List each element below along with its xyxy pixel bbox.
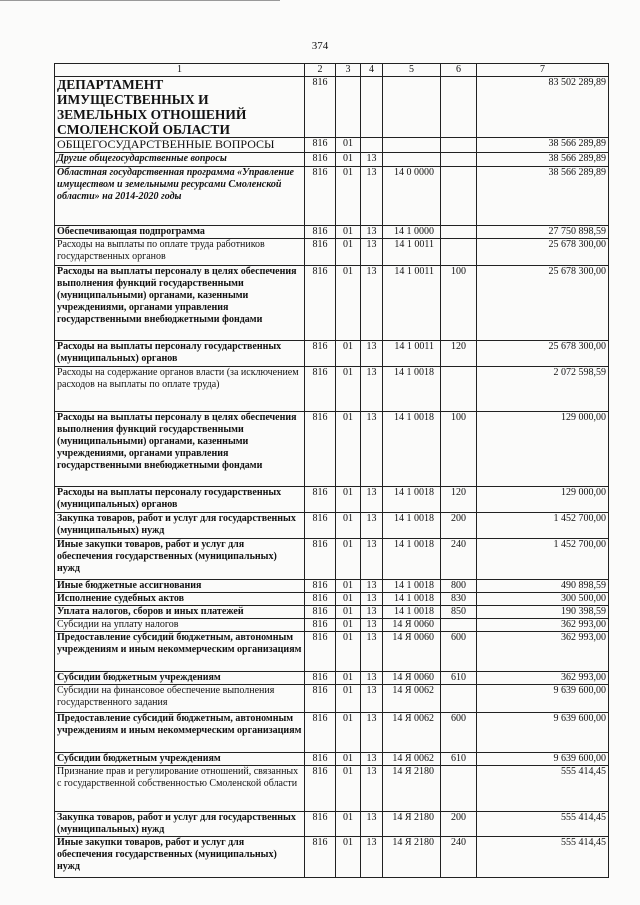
code-section	[336, 77, 361, 138]
code-subsection: 13	[361, 266, 383, 341]
code-subsection: 13	[361, 766, 383, 812]
code-target: 14 Я 0060	[383, 619, 441, 632]
code-section: 01	[336, 153, 361, 167]
row-amount: 38 566 289,89	[477, 167, 609, 226]
code-target: 14 1 0018	[383, 487, 441, 513]
table-row	[55, 138, 609, 153]
code-ministry: 816	[305, 487, 336, 513]
code-expense-type: 100	[441, 266, 477, 341]
code-subsection	[361, 77, 383, 138]
code-ministry: 816	[305, 632, 336, 672]
code-expense-type: 610	[441, 753, 477, 766]
row-amount: 25 678 300,00	[477, 341, 609, 367]
code-subsection: 13	[361, 412, 383, 487]
code-section: 01	[336, 580, 361, 593]
code-target: 14 1 0000	[383, 226, 441, 239]
code-section: 01	[336, 138, 361, 153]
code-subsection: 13	[361, 239, 383, 266]
row-name: Иные бюджетные ассигнования	[55, 580, 305, 593]
code-ministry: 816	[305, 138, 336, 153]
row-amount: 555 414,45	[477, 812, 609, 837]
code-target: 14 1 0011	[383, 239, 441, 266]
code-target: 14 1 0018	[383, 412, 441, 487]
row-name: Расходы на выплаты персоналу государственных (муниципальных) органов	[55, 487, 305, 513]
row-amount: 1 452 700,00	[477, 539, 609, 580]
code-expense-type: 200	[441, 812, 477, 837]
table-row	[55, 539, 609, 580]
code-ministry: 816	[305, 341, 336, 367]
table-row	[55, 632, 609, 672]
column-header-row	[55, 64, 609, 77]
row-amount: 362 993,00	[477, 619, 609, 632]
column-header: 3	[336, 64, 361, 77]
code-section: 01	[336, 619, 361, 632]
table-row	[55, 367, 609, 412]
code-target	[383, 77, 441, 138]
code-expense-type: 600	[441, 632, 477, 672]
column-header: 2	[305, 64, 336, 77]
budget-table	[54, 63, 609, 878]
code-section: 01	[336, 766, 361, 812]
code-ministry: 816	[305, 513, 336, 539]
code-expense-type: 120	[441, 487, 477, 513]
code-ministry: 816	[305, 593, 336, 606]
row-amount: 362 993,00	[477, 632, 609, 672]
code-subsection: 13	[361, 367, 383, 412]
code-target: 14 Я 2180	[383, 812, 441, 837]
row-name: Субсидии на уплату налогов	[55, 619, 305, 632]
table-row	[55, 153, 609, 167]
table-row	[55, 580, 609, 593]
code-section: 01	[336, 837, 361, 878]
row-amount: 129 000,00	[477, 487, 609, 513]
code-expense-type: 800	[441, 580, 477, 593]
code-expense-type	[441, 226, 477, 239]
row-amount: 25 678 300,00	[477, 266, 609, 341]
code-subsection: 13	[361, 837, 383, 878]
code-target: 14 Я 0060	[383, 672, 441, 685]
row-name: Субсидии на финансовое обеспечение выполнения государственного задания	[55, 685, 305, 713]
code-ministry: 816	[305, 766, 336, 812]
table-row	[55, 412, 609, 487]
row-name: Другие общегосударственные вопросы	[55, 153, 305, 167]
table-row	[55, 226, 609, 239]
code-target: 14 Я 0060	[383, 632, 441, 672]
code-ministry: 816	[305, 837, 336, 878]
code-ministry: 816	[305, 812, 336, 837]
row-amount: 38 566 289,89	[477, 153, 609, 167]
row-name: Субсидии бюджетным учреждениям	[55, 753, 305, 766]
table-row	[55, 266, 609, 341]
code-section: 01	[336, 412, 361, 487]
code-target	[383, 153, 441, 167]
code-subsection: 13	[361, 812, 383, 837]
code-ministry: 816	[305, 167, 336, 226]
code-ministry: 816	[305, 226, 336, 239]
code-target: 14 1 0018	[383, 593, 441, 606]
code-ministry: 816	[305, 266, 336, 341]
page-number: 374	[311, 40, 329, 52]
row-name: Исполнение судебных актов	[55, 593, 305, 606]
table-row	[55, 606, 609, 619]
row-name: Расходы на выплаты персоналу в целях обеспечения выполнения функций государственными (муниципальными) органами, казенными учреждениями, органами управления государственными внебюджетными фондами	[55, 412, 305, 487]
row-name: ОБЩЕГОСУДАРСТВЕННЫЕ ВОПРОСЫ	[55, 138, 305, 153]
row-amount: 190 398,59	[477, 606, 609, 619]
code-expense-type	[441, 77, 477, 138]
row-amount: 9 639 600,00	[477, 753, 609, 766]
row-name: Иные закупки товаров, работ и услуг для обеспечения государственных (муниципальных) нужд	[55, 539, 305, 580]
code-expense-type: 850	[441, 606, 477, 619]
code-section: 01	[336, 266, 361, 341]
code-target: 14 1 0018	[383, 539, 441, 580]
row-amount: 129 000,00	[477, 412, 609, 487]
row-name: ДЕПАРТАМЕНТ ИМУЩЕСТВЕННЫХ И ЗЕМЕЛЬНЫХ ОТНОШЕНИЙ СМОЛЕНСКОЙ ОБЛАСТИ	[55, 77, 305, 138]
code-section: 01	[336, 226, 361, 239]
code-expense-type	[441, 167, 477, 226]
code-section: 01	[336, 367, 361, 412]
code-ministry: 816	[305, 606, 336, 619]
row-name: Обеспечивающая подпрограмма	[55, 226, 305, 239]
code-section: 01	[336, 341, 361, 367]
row-name: Расходы на содержание органов власти (за исключением расходов на выплаты по оплате труда)	[55, 367, 305, 412]
code-target: 14 1 0011	[383, 341, 441, 367]
column-header: 6	[441, 64, 477, 77]
row-amount: 83 502 289,89	[477, 77, 609, 138]
row-name: Признание прав и регулирование отношений, связанных с государственной собственностью Смоленской области	[55, 766, 305, 812]
code-expense-type	[441, 685, 477, 713]
code-target: 14 1 0018	[383, 580, 441, 593]
row-name: Предоставление субсидий бюджетным, автономным учреждениям и иным некоммерческим организациям	[55, 632, 305, 672]
code-target	[383, 138, 441, 153]
row-name: Расходы на выплаты персоналу в целях обеспечения выполнения функций государственными (муниципальными) органами, казенными учреждениями, органами управления государственными внебюджетными фондами	[55, 266, 305, 341]
code-subsection: 13	[361, 593, 383, 606]
code-target: 14 1 0018	[383, 606, 441, 619]
code-expense-type	[441, 153, 477, 167]
table-row	[55, 341, 609, 367]
row-name: Закупка товаров, работ и услуг для государственных (муниципальных) нужд	[55, 812, 305, 837]
code-ministry: 816	[305, 619, 336, 632]
code-section: 01	[336, 167, 361, 226]
code-section: 01	[336, 513, 361, 539]
code-expense-type: 610	[441, 672, 477, 685]
table-row	[55, 593, 609, 606]
code-target: 14 Я 2180	[383, 837, 441, 878]
row-name: Уплата налогов, сборов и иных платежей	[55, 606, 305, 619]
table-row	[55, 239, 609, 266]
table-row	[55, 513, 609, 539]
code-expense-type: 830	[441, 593, 477, 606]
code-ministry: 816	[305, 753, 336, 766]
code-section: 01	[336, 593, 361, 606]
table-row	[55, 713, 609, 753]
code-subsection: 13	[361, 487, 383, 513]
code-expense-type	[441, 619, 477, 632]
row-amount: 1 452 700,00	[477, 513, 609, 539]
code-subsection: 13	[361, 167, 383, 226]
row-amount: 300 500,00	[477, 593, 609, 606]
code-section: 01	[336, 672, 361, 685]
code-ministry: 816	[305, 153, 336, 167]
table-row	[55, 837, 609, 878]
code-subsection: 13	[361, 619, 383, 632]
code-target: 14 Я 0062	[383, 713, 441, 753]
code-subsection: 13	[361, 580, 383, 593]
code-ministry: 816	[305, 239, 336, 266]
code-expense-type: 200	[441, 513, 477, 539]
row-amount: 555 414,45	[477, 766, 609, 812]
column-header: 7	[477, 64, 609, 77]
row-name: Иные закупки товаров, работ и услуг для обеспечения государственных (муниципальных) нужд	[55, 837, 305, 878]
code-expense-type: 240	[441, 539, 477, 580]
code-ministry: 816	[305, 580, 336, 593]
code-target: 14 1 0018	[383, 367, 441, 412]
row-amount: 362 993,00	[477, 672, 609, 685]
row-name: Закупка товаров, работ и услуг для государственных (муниципальных) нужд	[55, 513, 305, 539]
row-name: Субсидии бюджетным учреждениям	[55, 672, 305, 685]
row-amount: 9 639 600,00	[477, 713, 609, 753]
row-name: Расходы на выплаты по оплате труда работников государственных органов	[55, 239, 305, 266]
code-ministry: 816	[305, 412, 336, 487]
column-header: 4	[361, 64, 383, 77]
code-expense-type	[441, 367, 477, 412]
code-section: 01	[336, 812, 361, 837]
row-name: Предоставление субсидий бюджетным, автономным учреждениям и иным некоммерческим организациям	[55, 713, 305, 753]
column-header: 1	[55, 64, 305, 77]
table-row	[55, 672, 609, 685]
code-subsection: 13	[361, 632, 383, 672]
code-subsection: 13	[361, 606, 383, 619]
code-section: 01	[336, 487, 361, 513]
code-ministry: 816	[305, 539, 336, 580]
code-subsection: 13	[361, 713, 383, 753]
code-subsection	[361, 138, 383, 153]
code-subsection: 13	[361, 341, 383, 367]
code-expense-type: 240	[441, 837, 477, 878]
row-amount: 27 750 898,59	[477, 226, 609, 239]
table-row	[55, 766, 609, 812]
code-expense-type	[441, 239, 477, 266]
table-row	[55, 167, 609, 226]
row-name: Областная государственная программа «Управление имуществом и земельными ресурсами Смоленской области» на 2014-2020 годы	[55, 167, 305, 226]
table-row	[55, 812, 609, 837]
code-section: 01	[336, 539, 361, 580]
column-header: 5	[383, 64, 441, 77]
code-ministry: 816	[305, 367, 336, 412]
code-target: 14 1 0018	[383, 513, 441, 539]
table-row	[55, 753, 609, 766]
table-row	[55, 77, 609, 138]
code-subsection: 13	[361, 539, 383, 580]
code-expense-type: 100	[441, 412, 477, 487]
code-target: 14 1 0011	[383, 266, 441, 341]
row-amount: 2 072 598,59	[477, 367, 609, 412]
code-expense-type: 120	[441, 341, 477, 367]
code-target: 14 Я 2180	[383, 766, 441, 812]
code-expense-type: 600	[441, 713, 477, 753]
table-row	[55, 685, 609, 713]
table-row	[55, 619, 609, 632]
code-expense-type	[441, 138, 477, 153]
code-target: 14 Я 0062	[383, 753, 441, 766]
code-subsection: 13	[361, 153, 383, 167]
code-target: 14 Я 0062	[383, 685, 441, 713]
code-ministry: 816	[305, 672, 336, 685]
code-subsection: 13	[361, 753, 383, 766]
code-section: 01	[336, 685, 361, 713]
code-subsection: 13	[361, 672, 383, 685]
row-amount: 555 414,45	[477, 837, 609, 878]
row-name: Расходы на выплаты персоналу государственных (муниципальных) органов	[55, 341, 305, 367]
table-row	[55, 487, 609, 513]
code-subsection: 13	[361, 513, 383, 539]
code-expense-type	[441, 766, 477, 812]
code-ministry: 816	[305, 685, 336, 713]
row-amount: 25 678 300,00	[477, 239, 609, 266]
row-amount: 38 566 289,89	[477, 138, 609, 153]
row-amount: 490 898,59	[477, 580, 609, 593]
code-target: 14 0 0000	[383, 167, 441, 226]
code-section: 01	[336, 632, 361, 672]
top-rule	[0, 0, 280, 1]
code-ministry: 816	[305, 713, 336, 753]
code-section: 01	[336, 753, 361, 766]
code-section: 01	[336, 239, 361, 266]
code-subsection: 13	[361, 685, 383, 713]
row-amount: 9 639 600,00	[477, 685, 609, 713]
code-ministry: 816	[305, 77, 336, 138]
code-subsection: 13	[361, 226, 383, 239]
code-section: 01	[336, 606, 361, 619]
code-section: 01	[336, 713, 361, 753]
